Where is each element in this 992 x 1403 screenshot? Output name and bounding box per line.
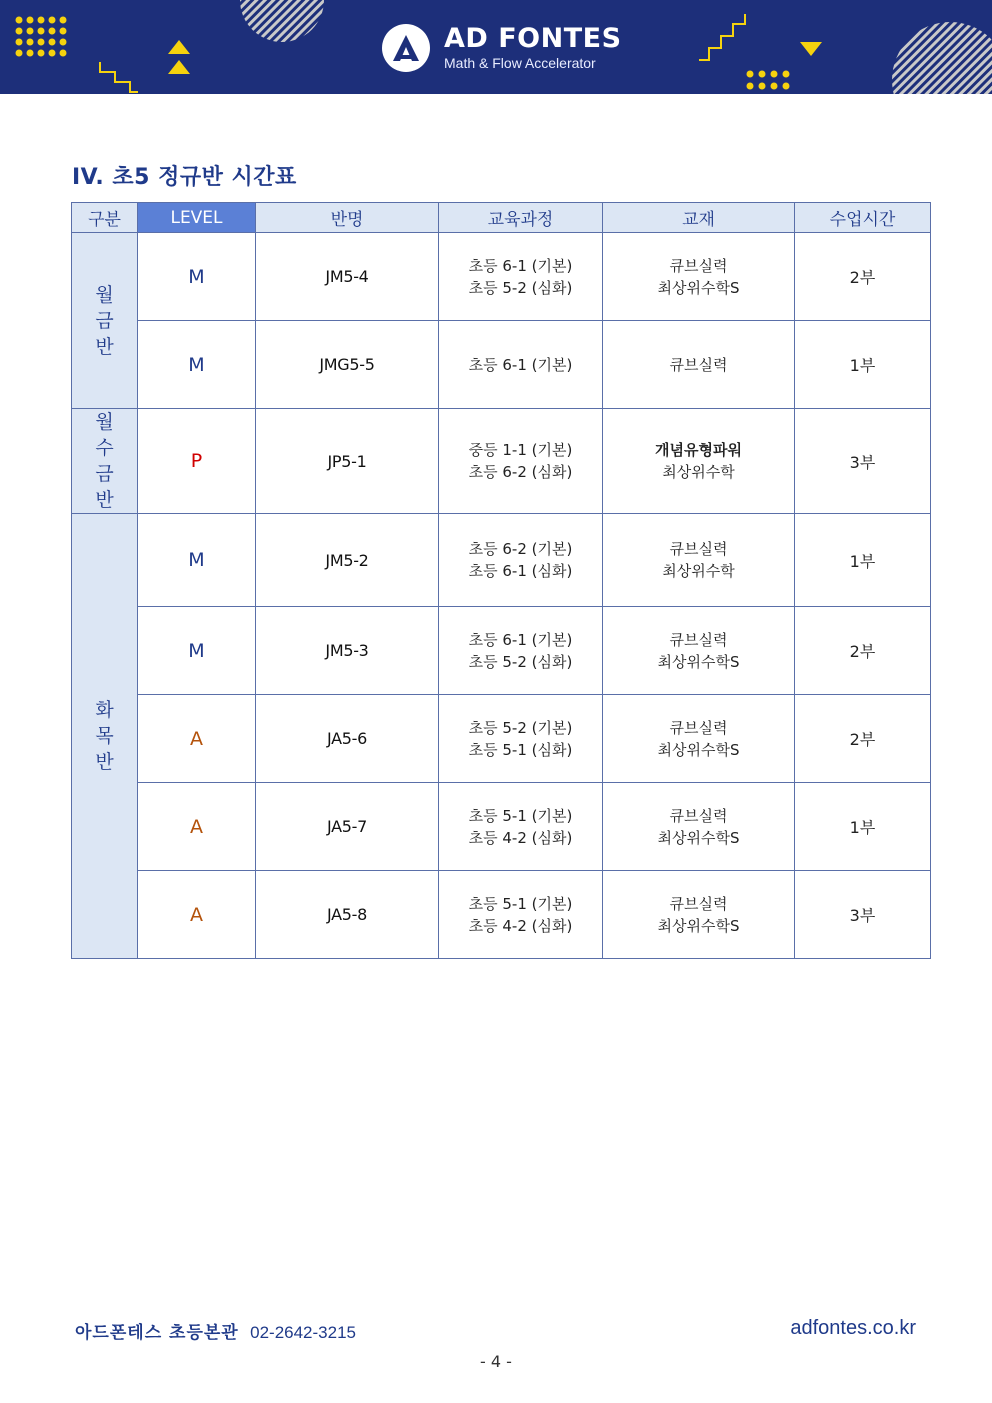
brand-name: AD FONTES [444,23,622,54]
class-name-cell: JMG5-5 [256,321,439,409]
textbook-line: 큐브실력 [669,256,728,275]
curriculum-cell [439,871,603,959]
class-name-cell: JA5-7 [256,783,439,871]
table-row [72,871,931,959]
class-name-cell: JM5-2 [256,514,439,607]
class-time-cell: 2부 [795,607,931,695]
curriculum-cell [439,783,603,871]
curriculum-cell [439,514,603,607]
curriculum-line: 초등 5-2 (심화) [468,278,573,297]
table-row [72,514,931,607]
footer-org-name: 아드폰테스 초등본관 [75,1323,239,1343]
header-class-name: 반명 [256,203,439,233]
class-name-cell: JP5-1 [256,409,439,514]
textbook-line: 큐브실력 [669,894,728,913]
textbook-line: 최상위수학S [657,652,740,671]
header-class-time: 수업시간 [795,203,931,233]
textbook-line: 최상위수학 [662,562,735,580]
striped-circle-right [892,22,992,94]
group-label-char: 반 [95,751,114,773]
curriculum-line: 초등 5-1 (기본) [468,806,573,825]
textbook-line: 큐브실력 [669,630,728,649]
group-label [72,514,138,959]
triangle-up-2 [168,60,190,74]
schedule-body [72,233,931,959]
level-cell: A [138,871,256,959]
group-label-char: 금 [95,463,114,485]
curriculum-cell [439,409,603,514]
textbook-cell [603,607,795,695]
curriculum-cell [439,607,603,695]
group-label-char: 목 [95,725,114,747]
footer-contact [75,1318,356,1343]
textbook-cell [603,695,795,783]
level-cell: M [138,607,256,695]
curriculum-line: 초등 6-1 (심화) [468,562,573,580]
textbook-cell [603,233,795,321]
level-cell: M [138,321,256,409]
curriculum-line: 초등 5-2 (심화) [468,652,573,671]
level-cell: P [138,409,256,514]
steps-left [100,62,138,92]
class-time-cell: 1부 [795,321,931,409]
curriculum-line: 초등 4-2 (심화) [468,916,573,935]
table-row [72,695,931,783]
class-name-cell: JA5-6 [256,695,439,783]
curriculum-cell [439,695,603,783]
triangle-up-1 [168,40,190,54]
textbook-line: 큐브실력 [669,718,728,737]
level-cell: A [138,695,256,783]
table-row [72,409,931,514]
textbook-line: 최상위수학S [657,828,740,847]
class-time-cell: 2부 [795,695,931,783]
header-category: 구분 [72,203,138,233]
textbook-line: 최상위수학 [662,463,735,481]
table-row [72,321,931,409]
group-label-char: 화 [95,699,114,721]
textbook-cell [603,783,795,871]
page-number: - 4 - [480,1352,512,1371]
group-label-char: 월 [95,411,114,433]
curriculum-line: 초등 6-1 (기본) [468,630,573,649]
level-cell: M [138,233,256,321]
header-level: LEVEL [138,203,256,233]
curriculum-line: 초등 6-1 (기본) [468,355,573,374]
textbook-line: 큐브실력 [669,355,728,374]
curriculum-line: 초등 5-2 (기본) [468,718,573,737]
textbook-line: 최상위수학S [657,278,740,297]
textbook-line: 큐브실력 [669,540,728,558]
group-label [72,409,138,514]
textbook-line: 개념유형파워 [655,441,742,459]
curriculum-line: 초등 5-1 (기본) [468,894,573,913]
striped-circle-top [240,0,324,42]
class-time-cell: 3부 [795,409,931,514]
level-cell: M [138,514,256,607]
brand-tagline: Math & Flow Accelerator [444,55,596,71]
curriculum-cell [439,321,603,409]
table-row [72,783,931,871]
curriculum-line: 초등 4-2 (심화) [468,828,573,847]
class-name-cell: JM5-4 [256,233,439,321]
footer-website-link[interactable]: adfontes.co.kr [790,1317,916,1339]
curriculum-cell [439,233,603,321]
level-cell: A [138,783,256,871]
class-time-cell: 3부 [795,871,931,959]
section-title: IV. 초5 정규반 시간표 [72,165,297,190]
triangle-down [800,42,822,56]
curriculum-line: 초등 5-1 (심화) [468,740,573,759]
group-label-char: 반 [95,489,114,511]
textbook-line: 최상위수학S [657,916,740,935]
curriculum-line: 초등 6-2 (심화) [468,463,573,481]
curriculum-line: 초등 6-2 (기본) [468,540,573,558]
group-label-char: 월 [95,283,114,306]
header-curriculum: 교육과정 [439,203,603,233]
table-header-row [72,203,931,233]
logo-a-icon [382,24,430,72]
textbook-cell [603,409,795,514]
class-name-cell: JM5-3 [256,607,439,695]
textbook-line: 큐브실력 [669,806,728,825]
table-row [72,233,931,321]
class-name-cell: JA5-8 [256,871,439,959]
steps-right [699,14,745,60]
group-label-char: 금 [95,309,114,332]
curriculum-line: 초등 6-1 (기본) [468,256,573,275]
table-row [72,607,931,695]
group-label-char: 수 [95,437,114,459]
class-time-cell: 1부 [795,783,931,871]
header-textbook: 교재 [603,203,795,233]
textbook-cell [603,871,795,959]
schedule-table [71,202,931,959]
brand-logo [382,24,622,72]
class-time-cell: 2부 [795,233,931,321]
group-label [72,233,138,409]
textbook-cell [603,514,795,607]
textbook-cell [603,321,795,409]
textbook-line: 최상위수학S [657,740,740,759]
curriculum-line: 중등 1-1 (기본) [468,441,573,459]
class-time-cell: 1부 [795,514,931,607]
dot-grid-left [16,17,67,57]
header-banner [0,0,992,94]
group-label-char: 반 [95,335,114,358]
footer-phone: 02-2642-3215 [250,1323,356,1342]
dot-grid-right [747,71,790,90]
